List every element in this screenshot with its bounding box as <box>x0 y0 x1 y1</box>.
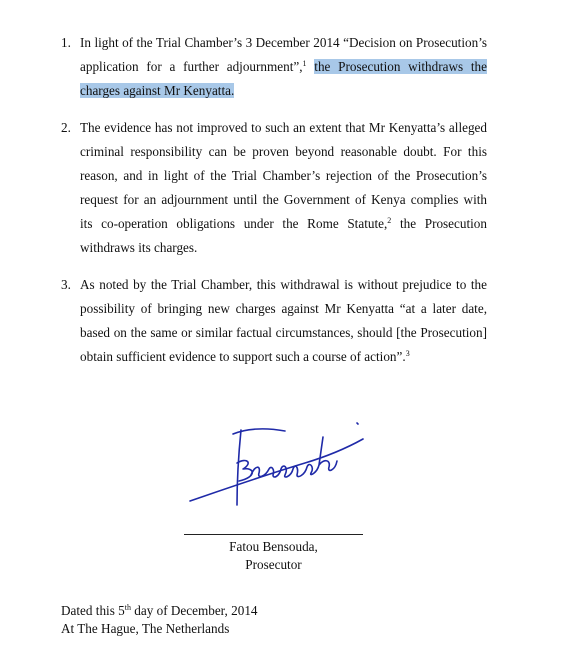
text-line: possibility of bringing new charges against Mr Kenyatta “at a later date, <box>80 301 487 316</box>
footnote-ref[interactable]: 2 <box>387 216 392 225</box>
text-line: based on the same or similar factual circumstances, should [the Prosecution] <box>80 325 487 340</box>
ordinal-suffix: th <box>124 603 131 612</box>
signatory-title: Prosecutor <box>245 557 302 572</box>
place-line: At The Hague, The Netherlands <box>61 621 230 636</box>
text-line <box>80 216 487 232</box>
text-span: the Prosecution <box>399 216 487 231</box>
footnote-ref[interactable]: 1 <box>302 59 307 68</box>
text-span: Dated this 5 <box>61 603 125 618</box>
text-line: request for an adjournment until the Government of Kenya complies with <box>80 192 487 207</box>
signatory-name: Fatou Bensouda, <box>229 539 318 554</box>
text-line <box>80 59 487 75</box>
text-span: obtain sufficient evidence to support such a course of action”. <box>80 349 406 364</box>
highlighted-text: the Prosecution withdraws the <box>314 59 487 74</box>
text-span: day of December, 2014 <box>130 603 258 618</box>
text-span: its co-operation obligations under the Rome Statute, <box>80 216 388 231</box>
highlighted-text: charges against Mr Kenyatta. <box>80 83 235 98</box>
text-line <box>80 83 487 99</box>
text-line: The evidence has not improved to such an extent that Mr Kenyatta’s alleged <box>80 120 487 135</box>
text-line: reason, and in light of the Trial Chamber’s rejection of the Prosecution’s <box>80 168 487 183</box>
text-line: As noted by the Trial Chamber, this withdrawal is without prejudice to the <box>80 277 487 292</box>
text-span: application for a further adjournment”, <box>80 59 303 74</box>
text-line: In light of the Trial Chamber’s 3 December 2014 “Decision on Prosecution’s <box>80 35 487 50</box>
handwritten-signature <box>185 415 380 525</box>
dated-line <box>61 603 258 619</box>
text-line: withdraws its charges. <box>80 240 198 255</box>
signature-line <box>184 534 363 535</box>
paragraph-number: 3. <box>61 277 71 292</box>
text-line <box>80 349 487 365</box>
text-line: criminal responsibility can be proven beyond reasonable doubt. For this <box>80 144 487 159</box>
paragraph-number: 1. <box>61 35 71 50</box>
footnote-ref[interactable]: 3 <box>405 349 410 358</box>
paragraph-number: 2. <box>61 120 71 135</box>
